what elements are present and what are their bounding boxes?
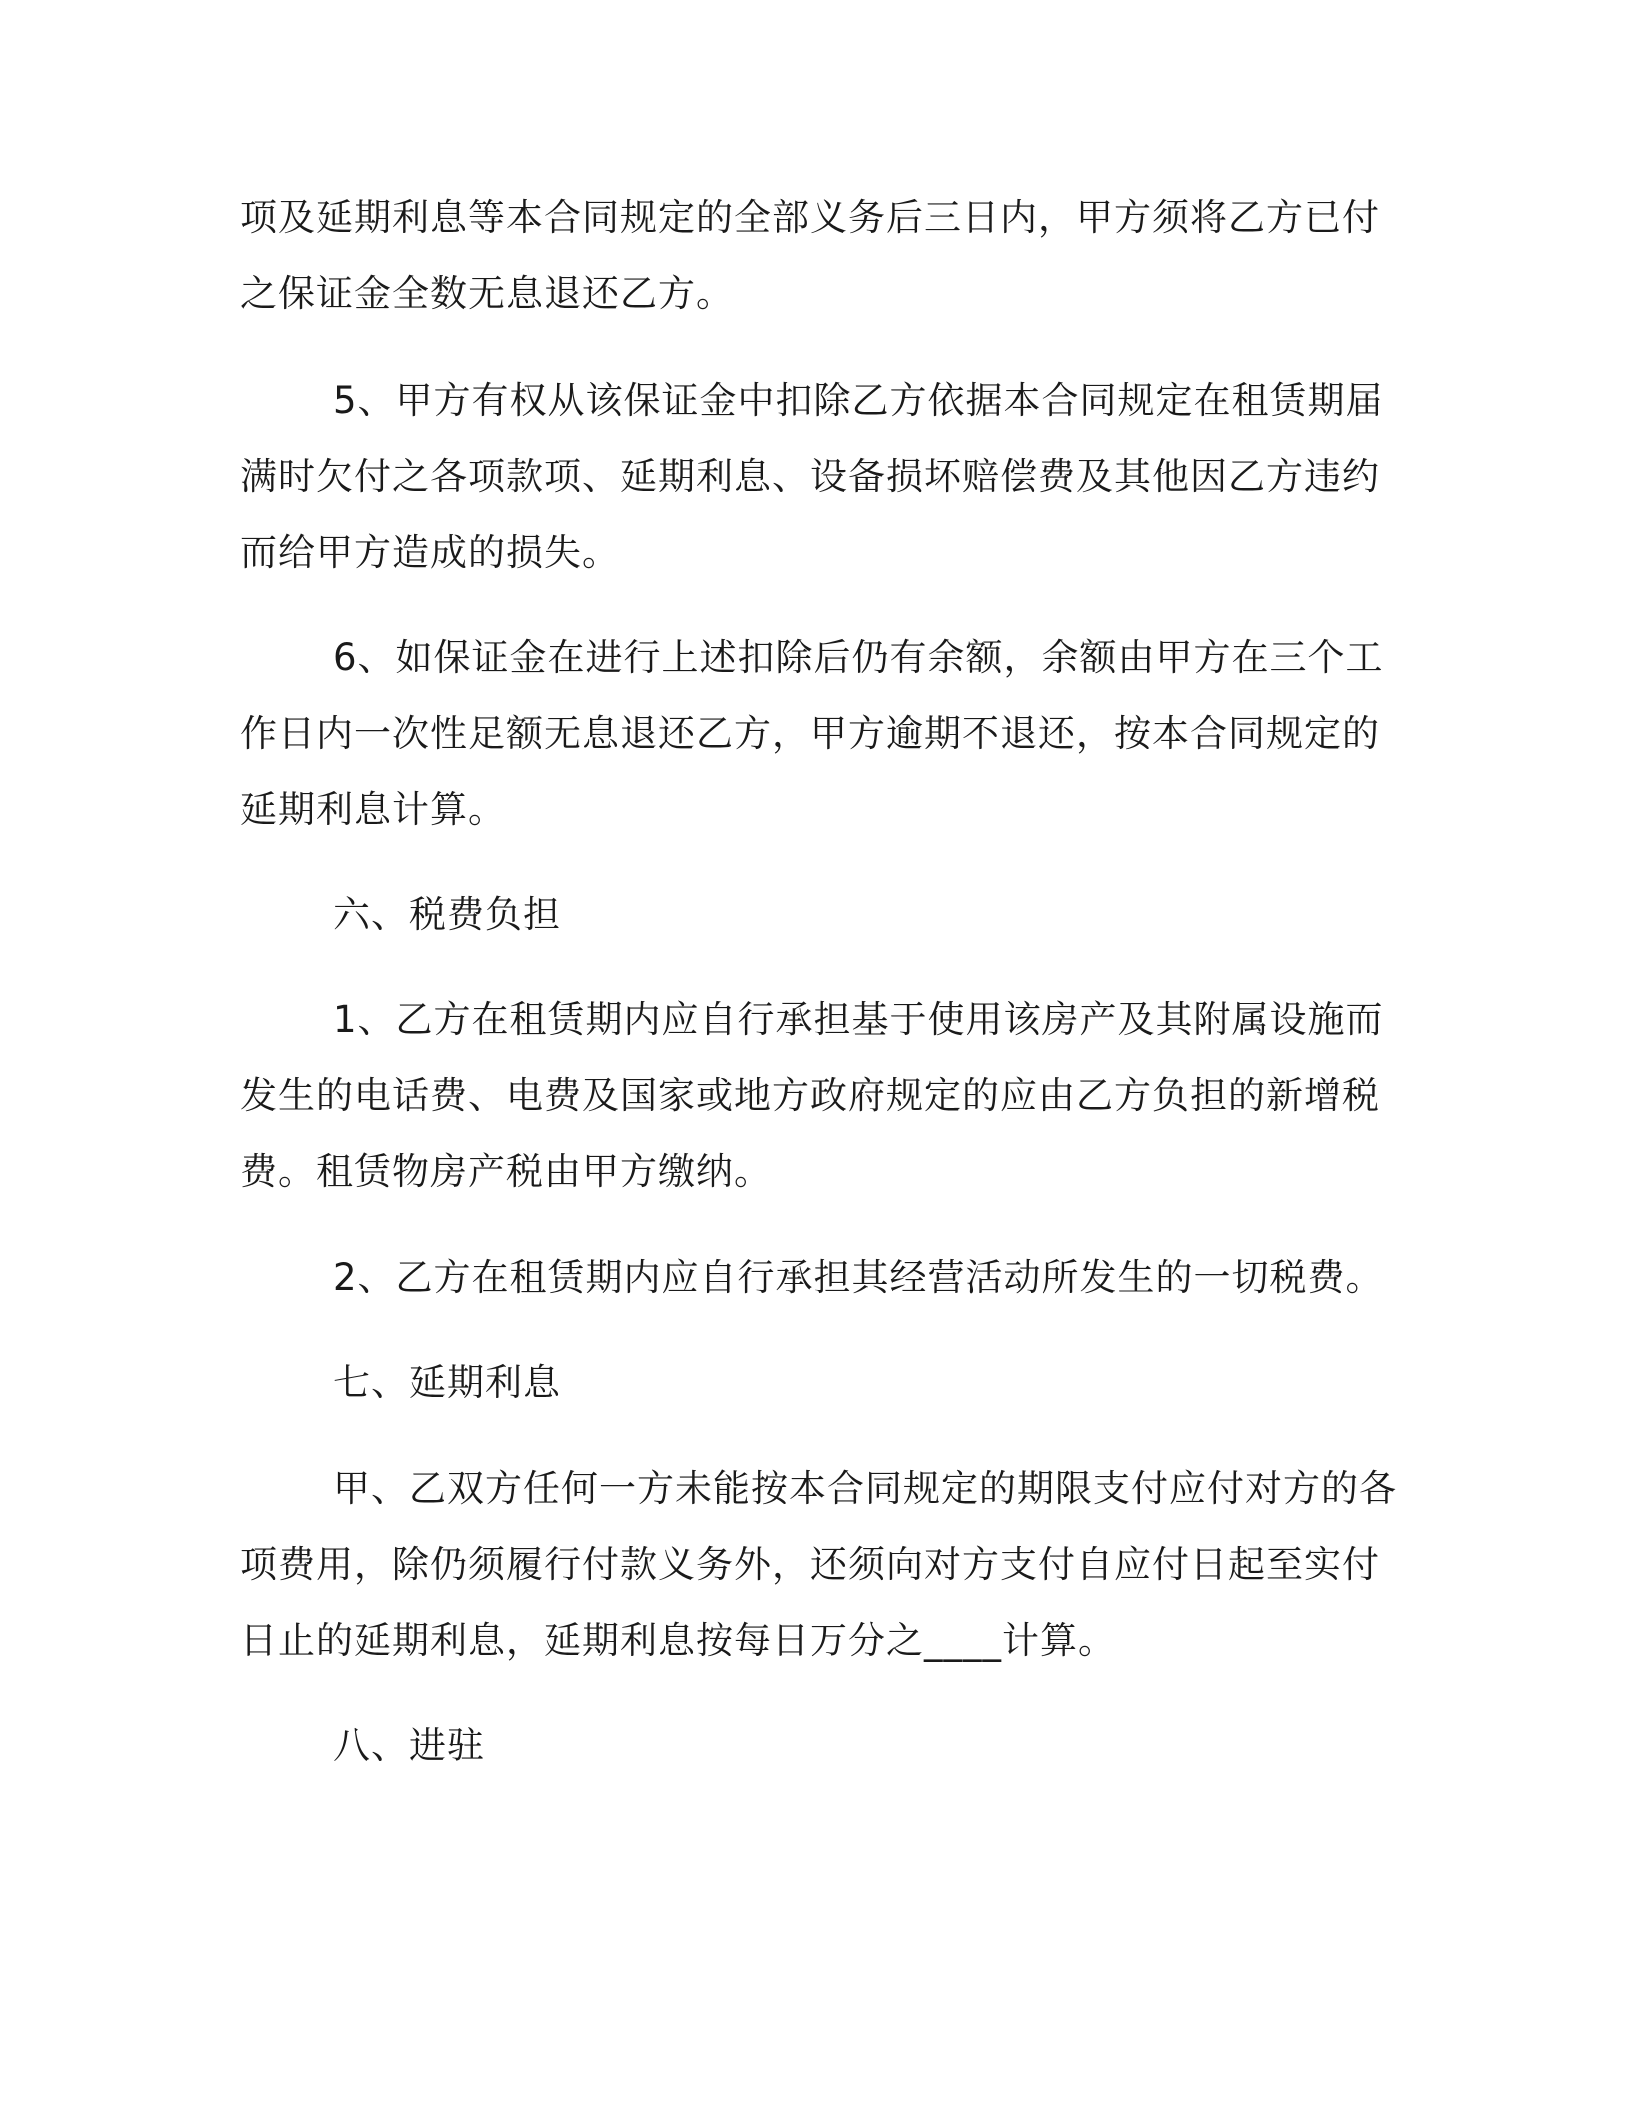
text-line: 之保证金全数无息退还乙方。 (240, 272, 734, 315)
text-line: 项费用，除仍须履行付款义务外，还须向对方支付自应付日起至实付 (240, 1543, 1380, 1586)
text-line: 日止的延期利息，延期利息按每日万分之____计算。 (240, 1619, 1116, 1662)
paragraph-line: 甲、乙双方任何一方未能按本合同规定的期限支付应付对方的各 (333, 1467, 1397, 1510)
section-heading: 六、税费负担 (333, 893, 561, 936)
text-line: 而给甲方造成的损失。 (240, 531, 620, 574)
text-line: 满时欠付之各项款项、延期利息、设备损坏赔偿费及其他因乙方违约 (240, 455, 1380, 498)
text-line: 费。租赁物房产税由甲方缴纳。 (240, 1150, 772, 1193)
text-line: 作日内一次性足额无息退还乙方，甲方逾期不退还，按本合同规定的 (240, 712, 1380, 755)
text-line: 延期利息计算。 (240, 788, 506, 831)
section-heading: 八、进驻 (333, 1724, 485, 1767)
text-line: 项及延期利息等本合同规定的全部义务后三日内，甲方须将乙方已付 (240, 196, 1380, 239)
text-line: 发生的电话费、电费及国家或地方政府规定的应由乙方负担的新增税 (240, 1074, 1380, 1117)
clause-1-line: 1、乙方在租赁期内应自行承担基于使用该房产及其附属设施而 (333, 998, 1384, 1041)
clause-5-line: 5、甲方有权从该保证金中扣除乙方依据本合同规定在租赁期届 (333, 379, 1384, 422)
section-heading: 七、延期利息 (333, 1361, 561, 1404)
clause-2-line: 2、乙方在租赁期内应自行承担其经营活动所发生的一切税费。 (333, 1256, 1384, 1299)
clause-6-line: 6、如保证金在进行上述扣除后仍有余额，余额由甲方在三个工 (333, 636, 1384, 679)
